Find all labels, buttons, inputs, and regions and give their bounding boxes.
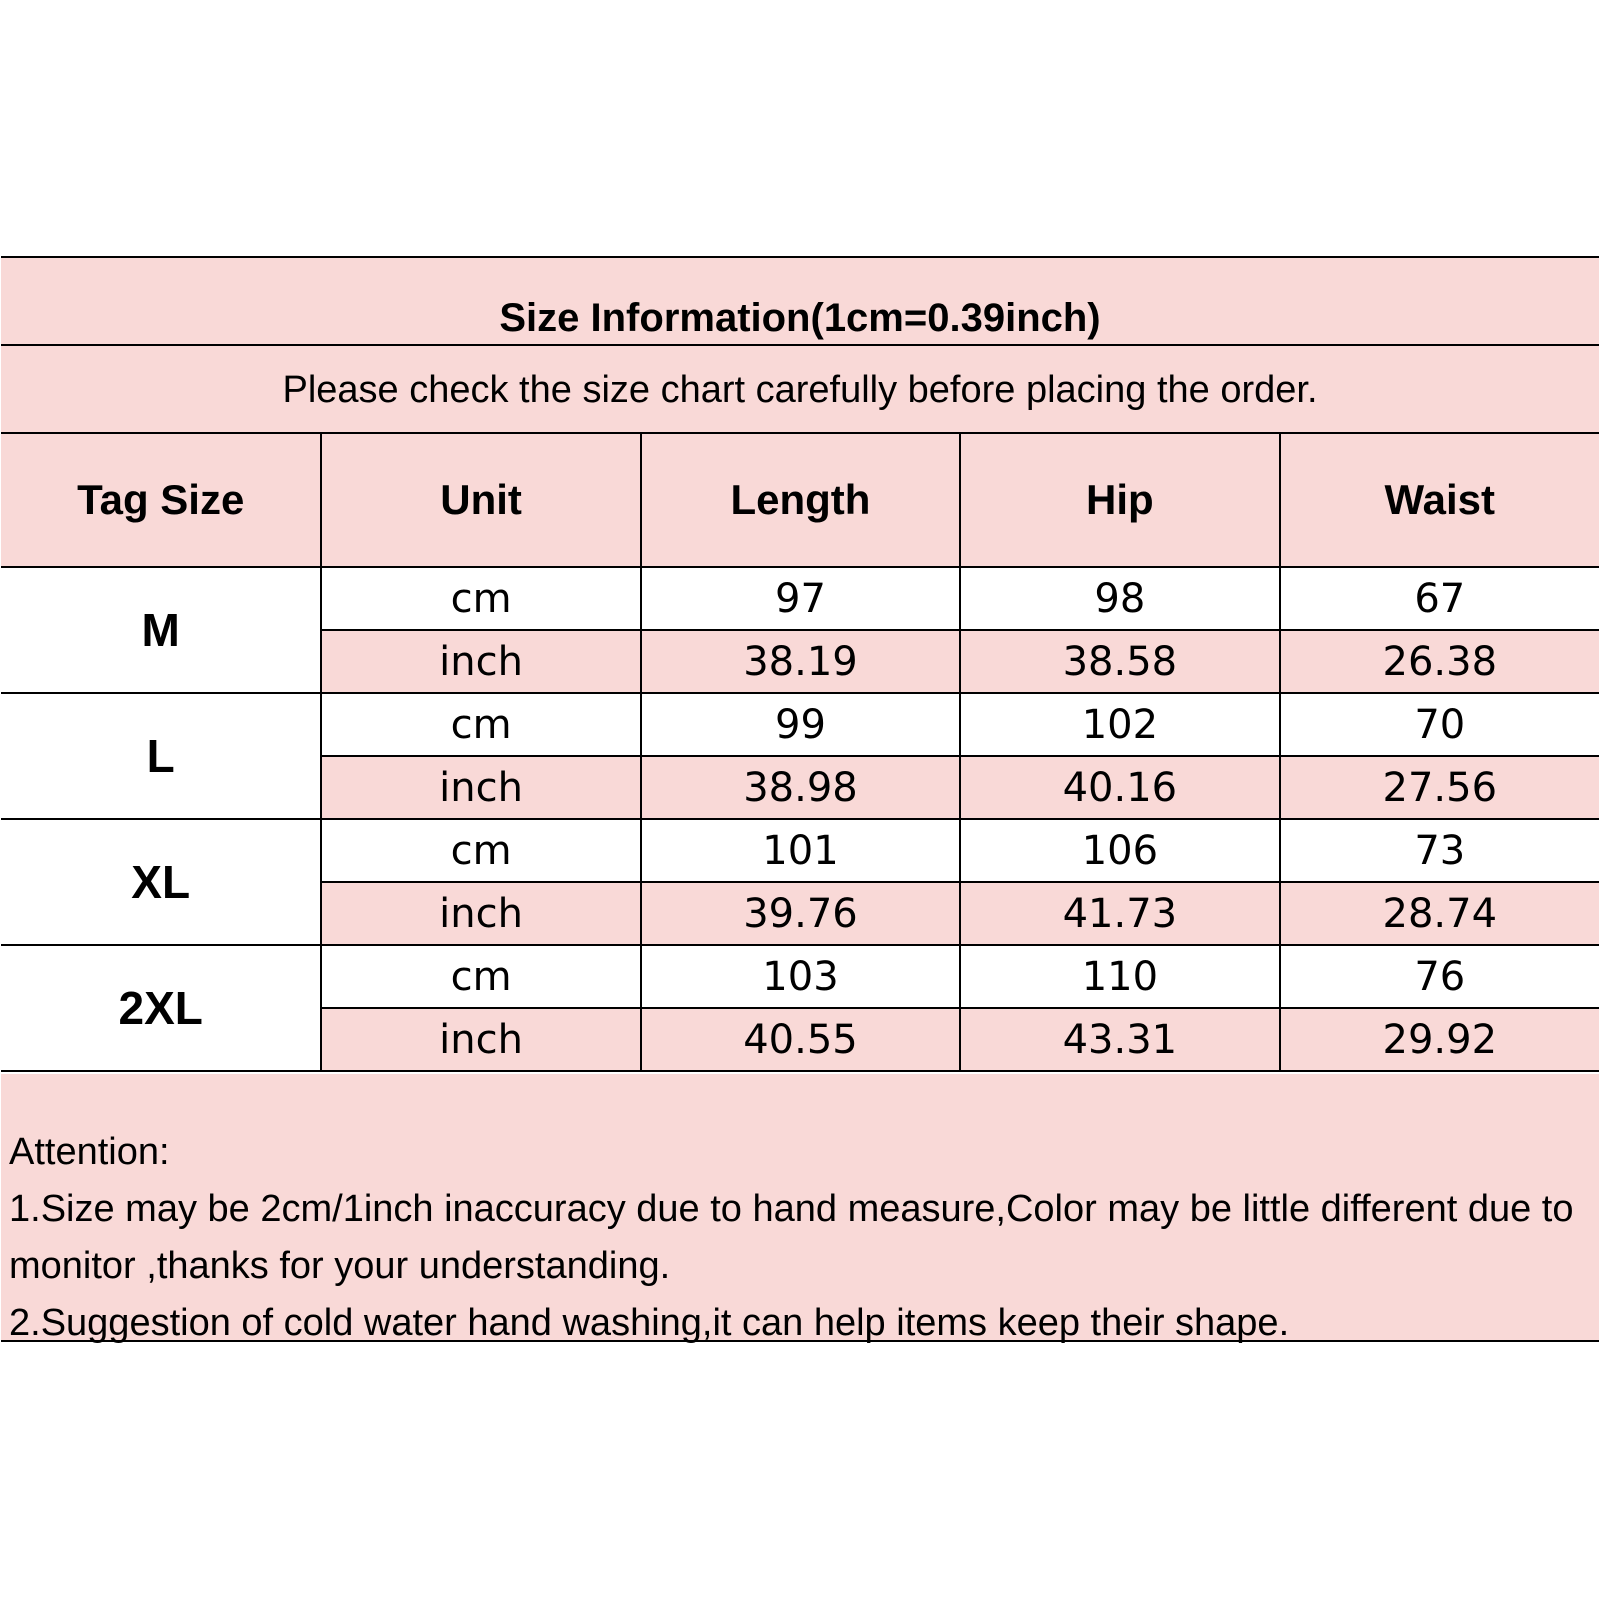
header-unit: Unit (321, 434, 640, 567)
notes-heading: Attention: (9, 1131, 170, 1173)
length-cell: 99 (641, 693, 960, 756)
length-cell: 101 (641, 819, 960, 882)
size-chart (1, 256, 1599, 1342)
header-row (1, 434, 1599, 567)
waist-cell: 67 (1280, 567, 1599, 630)
unit-cell: cm (321, 693, 640, 756)
header-tag-size: Tag Size (1, 434, 321, 567)
hip-cell: 40.16 (960, 756, 1279, 819)
unit-cell: inch (321, 756, 640, 819)
note-item: 1.Size may be 2cm/1inch inaccuracy due to hand measure,Color may be little different due to monitor ,thanks for your understanding. (9, 1188, 1574, 1287)
hip-cell: 43.31 (960, 1008, 1279, 1071)
length-cell: 38.98 (641, 756, 960, 819)
waist-cell: 76 (1280, 945, 1599, 1008)
unit-cell: inch (321, 1008, 640, 1071)
length-cell: 38.19 (641, 630, 960, 693)
waist-cell: 27.56 (1280, 756, 1599, 819)
tag-size-cell: 2XL (1, 945, 321, 1071)
unit-cell: inch (321, 882, 640, 945)
chart-title: Size Information(1cm=0.39inch) (1, 258, 1599, 346)
table-row (1, 945, 1599, 1008)
unit-cell: inch (321, 630, 640, 693)
hip-cell: 102 (960, 693, 1279, 756)
waist-cell: 29.92 (1280, 1008, 1599, 1071)
length-cell: 39.76 (641, 882, 960, 945)
unit-cell: cm (321, 567, 640, 630)
waist-cell: 73 (1280, 819, 1599, 882)
waist-cell: 70 (1280, 693, 1599, 756)
chart-subtitle: Please check the size chart carefully before placing the order. (1, 346, 1599, 434)
length-cell: 103 (641, 945, 960, 1008)
tag-size-cell: XL (1, 819, 321, 945)
tag-size-cell: M (1, 567, 321, 693)
header-length: Length (641, 434, 960, 567)
tag-size-cell: L (1, 693, 321, 819)
hip-cell: 38.58 (960, 630, 1279, 693)
waist-cell: 28.74 (1280, 882, 1599, 945)
table-row (1, 567, 1599, 630)
attention-notes (1, 1074, 1599, 1344)
hip-cell: 41.73 (960, 882, 1279, 945)
length-cell: 97 (641, 567, 960, 630)
table-row (1, 693, 1599, 756)
hip-cell: 106 (960, 819, 1279, 882)
size-table (1, 434, 1599, 1072)
hip-cell: 110 (960, 945, 1279, 1008)
length-cell: 40.55 (641, 1008, 960, 1071)
unit-cell: cm (321, 819, 640, 882)
note-item: 2.Suggestion of cold water hand washing,it can help items keep their shape. (9, 1302, 1290, 1344)
header-waist: Waist (1280, 434, 1599, 567)
header-hip: Hip (960, 434, 1279, 567)
unit-cell: cm (321, 945, 640, 1008)
waist-cell: 26.38 (1280, 630, 1599, 693)
table-row (1, 819, 1599, 882)
hip-cell: 98 (960, 567, 1279, 630)
